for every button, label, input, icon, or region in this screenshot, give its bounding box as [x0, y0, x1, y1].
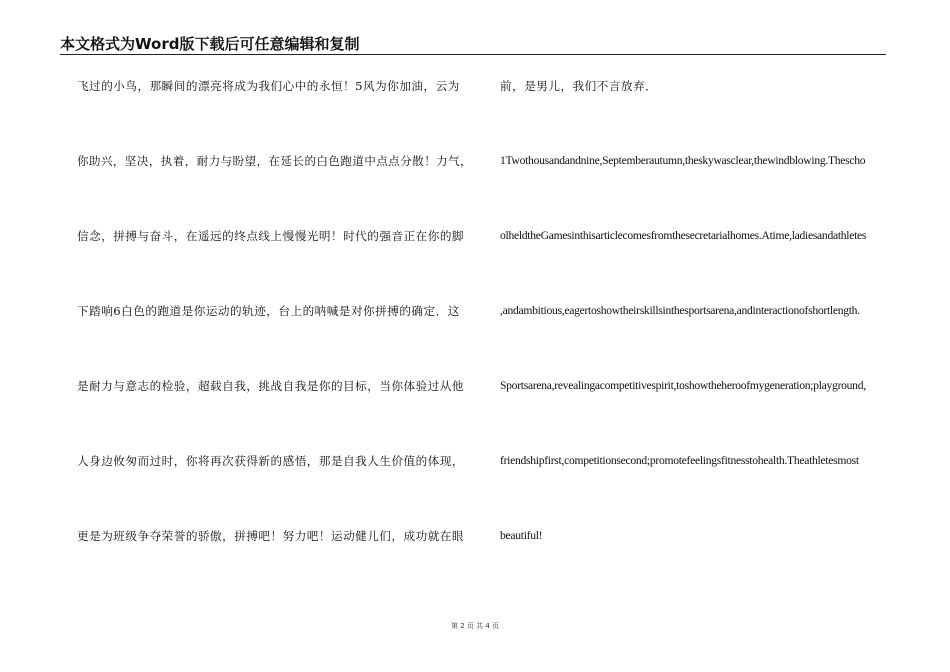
page-number-footer: 第 2 页 共 4 页 [450, 622, 500, 630]
text-line: 前，是男儿，我们不言放弃． [500, 79, 658, 93]
text-line: 1Twothousandandnine,Septemberautumn,theskywasclear,thewindblowing.Thescho [500, 154, 866, 167]
page-header [60, 36, 886, 55]
text-line: 你助兴，坚决，执着，耐力与盼望，在延长的白色跑道中点点分散！力气， [77, 154, 473, 168]
text-line: Sportsarena,revealingacompetitivespirit,toshowtheheroofmygeneration;playground, [500, 379, 866, 392]
document-title: 本文格式为Word版下载后可任意编辑和复制 [60, 35, 360, 53]
text-line: ,andambitious,eagertoshowtheirskillsinthesportsarena,andinteractionofshortlength. [500, 304, 860, 317]
text-line: 信念，拼搏与奋斗，在遥远的终点线上慢慢光明！时代的强音正在你的脚 [77, 229, 465, 243]
text-line: 人身边攸匆而过时，你将再次获得新的感悟，那是自我人生价值的体现， [77, 454, 465, 468]
text-line: olheldtheGamesinthisarticlecomesfromthesecretarialhomes.Atime,ladiesandathletes [500, 229, 867, 242]
text-line: beautiful! [500, 529, 543, 542]
text-line: 下踏响6白色的跑道是你运动的轨迹，台上的呐喊是对你拼搏的确定．这 [77, 304, 460, 318]
text-line: friendshipfirst,competitionsecond;promotefeelingsfitnesstohealth.Theathletesmost [500, 454, 859, 467]
text-line: 更是为班级争夺荣誉的骄傲，拼搏吧！努力吧！运动健儿们，成功就在眼 [77, 529, 465, 543]
text-line: 是耐力与意志的检验，超载自我，挑战自我是你的目标，当你体验过从他 [77, 379, 465, 393]
text-line: 飞过的小鸟，那瞬间的漂亮将成为我们心中的永恒！5风为你加油，云为 [77, 79, 460, 93]
